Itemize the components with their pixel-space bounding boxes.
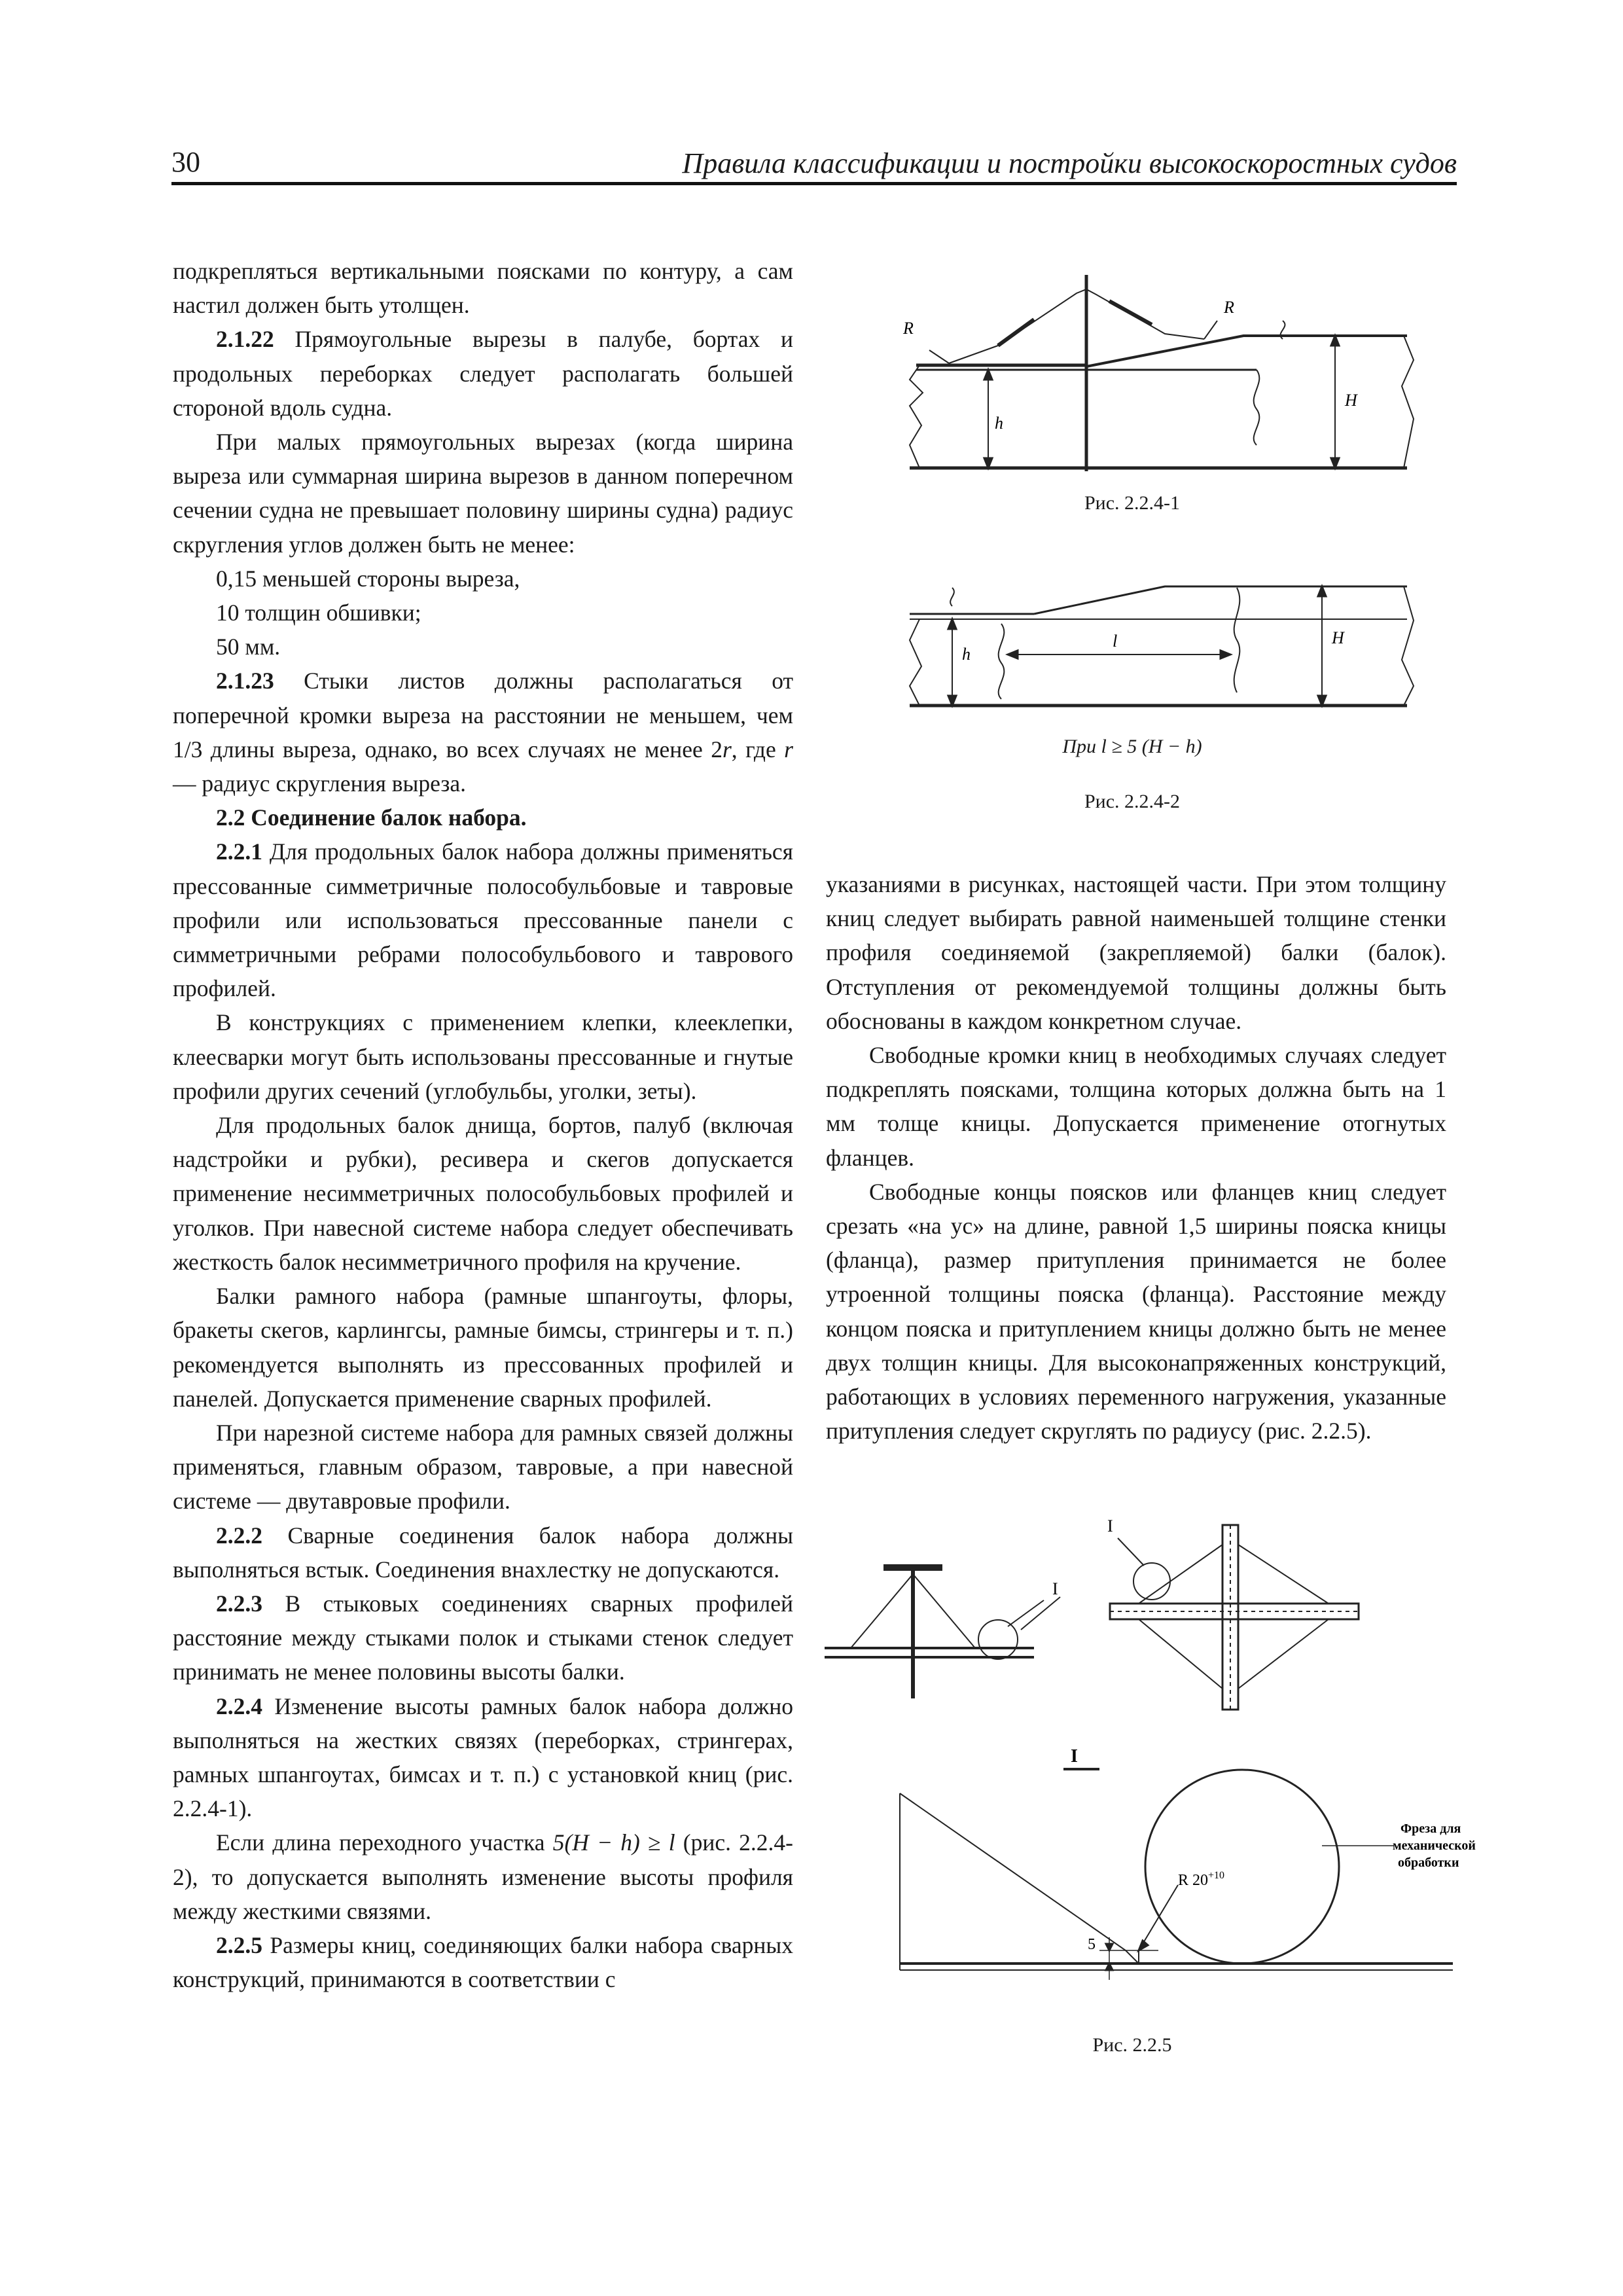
paragraph: Свободные кромки книц в необходимых случаях следует подкреплять поясками, толщина которых должна быть на 1 мм толще кницы. Допускается применение отогнутых фланцев. bbox=[826, 1042, 1446, 1171]
paragraph: Свободные концы поясков или фланцев книц следует срезать «на ус» на длине, равной 1,5 ширины пояска кницы (фланца), размер притупления принимается не более утроенной толщины пояска (фланца). Расстояние между концом пояска и притуплением кницы должно быть не менее двух толщин кницы. Для высоконапряженных конструкций, работающих в условиях переменного нагружения, указанные притупления следует скруглять по радиусу (рис. 2.2.5). bbox=[826, 1178, 1446, 1444]
figure-2-2-5-drawing bbox=[812, 1492, 1476, 1990]
paragraph: В конструкциях с применением клепки, клееклепки, клеесварки могут быть использованы прессованные и гнутые профили других сечений (углобульбы, уголки, зеты). bbox=[173, 1009, 793, 1104]
left-column bbox=[173, 254, 793, 1996]
paragraph: 2.2.3 В стыковых соединениях сварных профилей расстояние между стыками полок и стыками стенок следует принимать не менее половины высоты балки. bbox=[173, 1590, 793, 1685]
paragraph: Балки рамного набора (рамные шпангоуты, флоры, бракеты скегов, карлингсы, рамные бимсы, стрингеры и т. п.) рекомендуется выполнять из прессованных профилей и панелей. Допускается применение сварных профилей. bbox=[173, 1283, 793, 1412]
page-number: 30 bbox=[171, 146, 200, 178]
paragraph: Если длина переходного участка 5(H − h) ≥ l (рис. 2.2.4-2), то допускается выполнять изменение высоты профиля между жесткими связями. bbox=[173, 1829, 793, 1924]
label-h: h bbox=[962, 645, 971, 664]
clause-number: 2.2.3 bbox=[216, 1590, 262, 1617]
paragraph: 2.1.23 Стыки листов должны располагаться от поперечной кромки выреза на расстоянии не меньшем, чем 1/3 длины выреза, однако, во всех случаях не менее 2r, где r — радиус скругления выреза. bbox=[173, 668, 793, 797]
cutter-label: Фреза для bbox=[1400, 1821, 1461, 1836]
paragraph: 2.2.5 Размеры книц, соединяющих балки набора сварных конструкций, принимаются в соответствии с bbox=[173, 1931, 793, 1993]
deck-transition bbox=[1034, 586, 1407, 614]
paragraph: 2.2.4 Изменение высоты рамных балок набора должно выполняться на жестких связях (переборках, стрингерах, рамных шпангоутах, бимсах и т. п.) с установкой книц (рис. 2.2.4-1). bbox=[173, 1693, 793, 1822]
label-h: h bbox=[995, 414, 1003, 433]
label-H: H bbox=[1345, 391, 1357, 410]
figure-condition: При l ≥ 5 (H − h) bbox=[1062, 736, 1202, 757]
label-I: I bbox=[1052, 1579, 1058, 1598]
figure-2-2-5 bbox=[812, 1492, 1476, 1990]
clause-number: 2.1.22 bbox=[216, 326, 274, 353]
paragraph: подкрепляться вертикальными поясками по контуру, а сам настил должен быть утолщен. bbox=[173, 258, 793, 319]
clause-number: 2.2.5 bbox=[216, 1931, 262, 1958]
section-heading: 2.2 Соединение балок набора. bbox=[216, 804, 527, 831]
paragraph: 2.2.2 Сварные соединения балок набора должны выполняться встык. Соединения внахлестку не допускаются. bbox=[173, 1522, 793, 1583]
figure-2-2-4-1 bbox=[890, 268, 1414, 478]
formula: 5(H − h) ≥ l bbox=[552, 1829, 675, 1856]
label-R-right: R bbox=[1224, 298, 1234, 317]
paragraph: 2.2.1 Для продольных балок набора должны применяться прессованные симметричные полособульбовые и тавровые профили или использоваться прессованные панели с симметричными ребрами полособульбового и таврового профилей. bbox=[173, 838, 793, 1002]
cutter-label: обработки bbox=[1398, 1856, 1459, 1870]
page-header bbox=[171, 145, 1457, 182]
figure-2-2-4-2 bbox=[890, 568, 1414, 725]
detail-title: I bbox=[1071, 1746, 1078, 1767]
figure-caption: Рис. 2.2.5 bbox=[1092, 2034, 1172, 2056]
dim-5-label: 5 bbox=[1088, 1936, 1096, 1953]
paragraph: При нарезной системе набора для рамных связей должны применяться, главным образом, тавровые, а при навесной системе — двутавровые профили. bbox=[173, 1419, 793, 1515]
cutter-label: механической bbox=[1393, 1839, 1476, 1853]
right-column bbox=[826, 867, 1446, 1448]
label-I: I bbox=[1107, 1516, 1113, 1535]
header-rule bbox=[171, 182, 1457, 185]
list-item: 10 толщин обшивки; bbox=[216, 600, 421, 626]
clause-number: 2.2.4 bbox=[216, 1693, 262, 1719]
clause-number: 2.2.1 bbox=[216, 838, 262, 865]
label-R-left: R bbox=[903, 319, 914, 338]
label-l: l bbox=[1113, 632, 1118, 651]
figure-caption: Рис. 2.2.4-2 bbox=[1084, 791, 1181, 812]
paragraph: 2.1.22 Прямоугольные вырезы в палубе, бортах и продольных переборках следует располагать большей стороной вдоль судна. bbox=[173, 326, 793, 421]
label-H: H bbox=[1332, 628, 1344, 647]
figure-2-2-4-1-drawing bbox=[890, 268, 1414, 478]
paragraph: При малых прямоугольных вырезах (когда ширина выреза или суммарная ширина вырезов в данном поперечном сечении судна не превышает половину ширины судна) радиус скругления углов должен быть не менее: bbox=[173, 429, 793, 558]
clause-number: 2.1.23 bbox=[216, 668, 274, 694]
running-title: Правила классификации и постройки высокоскоростных судов bbox=[682, 147, 1457, 179]
list-item: 50 мм. bbox=[216, 634, 281, 660]
radius-label: R $20^{+10}$ bbox=[1178, 1870, 1225, 1889]
figure-caption: Рис. 2.2.4-1 bbox=[1084, 492, 1181, 514]
clause-number: 2.2.2 bbox=[216, 1522, 262, 1549]
paragraph: Для продольных балок днища, бортов, палуб (включая надстройки и рубки), ресивера и скегов допускается применение несимметричных полособульбовых профилей и уголков. При навесной системе набора следует обеспечивать жесткость балок несимметричного профиля на кручение. bbox=[173, 1112, 793, 1275]
list-item: 0,15 меньшей стороны выреза, bbox=[216, 565, 520, 592]
paragraph: указаниями в рисунках, настоящей части. При этом толщину книц следует выбирать равной наименьшей толщине стенки профиля соединяемой (закрепляемой) балки (балок). Отступления от рекомендуемой толщины должны быть обоснованы в каждом конкретном случае. bbox=[826, 871, 1446, 1034]
deck-transition bbox=[1086, 336, 1407, 367]
figure-2-2-4-2-drawing bbox=[890, 568, 1414, 725]
